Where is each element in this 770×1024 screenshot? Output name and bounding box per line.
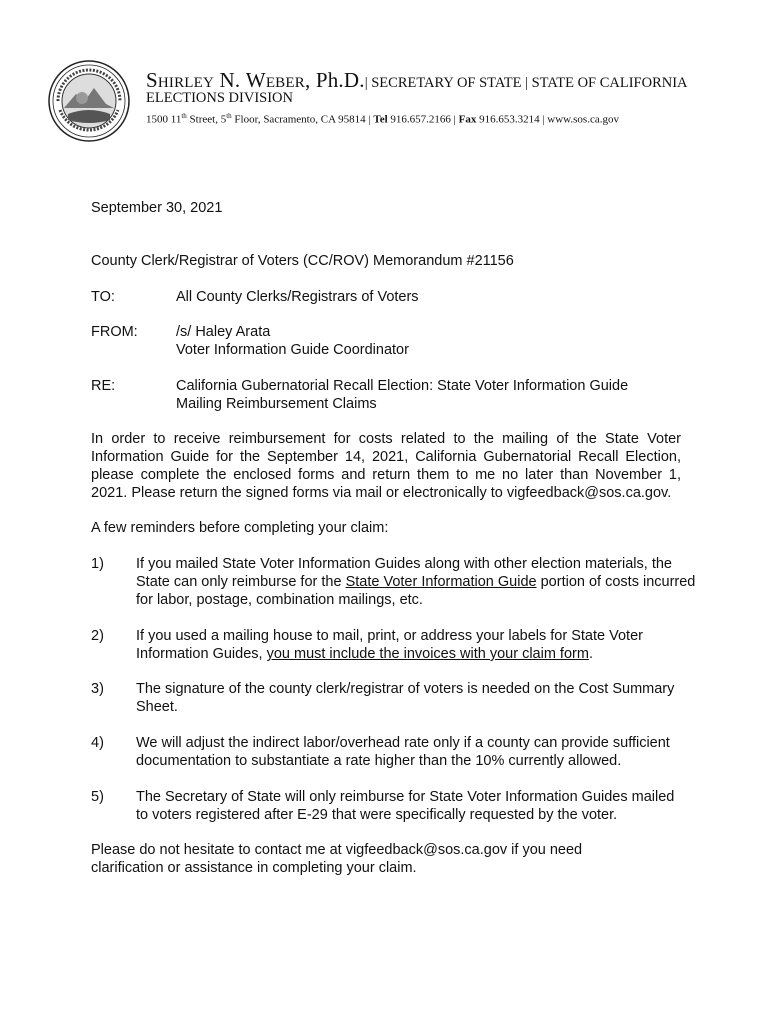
name-mid: N.: [214, 68, 246, 92]
fax-value: 916.653.3214 | www.sos.ca.gov: [476, 113, 619, 126]
from-title: Voter Information Guide Coordinator: [176, 342, 409, 358]
item-text: The Secretary of State will only reimburse for State Voter Information Guides mailed to voters registered after E-29 that were specifically requested by the voter.: [136, 789, 675, 823]
item-emphasis: you must include the invoices with your claim form: [266, 646, 589, 662]
from-signature: /s/ Haley Arata: [176, 324, 271, 340]
intro-paragraph: In order to receive reimbursement for costs related to the mailing of the State Voter Information Guide for the September 14, 2021, California Gubernatorial Recall Election, please complete the enclosed forms and return them to me no later than November 1, 2021. Please return the signed forms via mail or electronically to vigfeedback@sos.ca.gov.: [91, 431, 681, 501]
item-text: .: [588, 646, 593, 662]
tel-label: Tel: [373, 113, 388, 126]
name-first: Shirley: [146, 68, 215, 92]
item-text: portion of costs incurred for labor, postage, combination mailings, etc.: [136, 574, 696, 608]
item-text: We will adjust the indirect labor/overhead rate only if a county can provide sufficient documentation to substantiate a rate higher than the 10% currently allowed.: [136, 735, 670, 769]
list-item: [136, 734, 686, 770]
name-suffix: , Ph.D.: [304, 68, 365, 92]
re-subject-line1: California Gubernatorial Recall Election: State Voter Information Guide: [176, 378, 629, 394]
list-item: [136, 555, 696, 609]
to-label: TO:: [91, 289, 115, 305]
addr-sup: th: [226, 112, 232, 120]
re-label: RE:: [91, 378, 116, 394]
fax-label: Fax: [458, 113, 477, 126]
division-name: ELECTIONS DIVISION: [146, 90, 293, 106]
secretary-name: [146, 68, 365, 92]
addr-part: Street, 5: [186, 113, 227, 126]
list-item: [136, 680, 684, 716]
contact-address: [146, 112, 688, 126]
item-emphasis: State Voter Information Guide: [345, 574, 537, 590]
list-item-number: 2): [91, 628, 104, 644]
from-label: FROM:: [91, 324, 138, 340]
office-title: | SECRETARY OF STATE | STATE OF CALIFORNIA: [364, 75, 688, 91]
list-item: [136, 788, 681, 824]
to-value: All County Clerks/Registrars of Voters: [176, 289, 419, 305]
item-text: The signature of the county clerk/registrar of voters is needed on the Cost Summary Sheet.: [136, 681, 675, 715]
list-item-number: 3): [91, 681, 104, 697]
tel-value: 916.657.2166 |: [387, 113, 459, 126]
re-subject-line2: Mailing Reimbursement Claims: [176, 396, 377, 412]
item-text: If you mailed State Voter Information Guides along with other election materials, the State can only reimburse for the: [136, 556, 672, 590]
name-last: Weber: [245, 68, 305, 92]
addr-sup: th: [181, 112, 187, 120]
closing-paragraph: Please do not hesitate to contact me at vigfeedback@sos.ca.gov if you need clarification or assistance in completing your claim.: [91, 842, 583, 876]
list-item: [136, 627, 681, 663]
addr-part: Floor, Sacramento, CA 95814 |: [231, 113, 374, 126]
list-item-number: 5): [91, 789, 104, 805]
list-item-number: 4): [91, 735, 104, 751]
california-state-seal-icon: [48, 60, 130, 142]
letterhead: [146, 68, 688, 126]
item-text: If you used a mailing house to mail, print, or address your labels for State Voter Information Guides,: [136, 628, 643, 662]
addr-part: 1500 11: [146, 113, 182, 126]
memo-title: County Clerk/Registrar of Voters (CC/ROV) Memorandum #21156: [91, 253, 514, 269]
reminders-heading: A few reminders before completing your claim:: [91, 520, 389, 536]
memo-date: September 30, 2021: [91, 200, 223, 216]
list-item-number: 1): [91, 556, 104, 572]
